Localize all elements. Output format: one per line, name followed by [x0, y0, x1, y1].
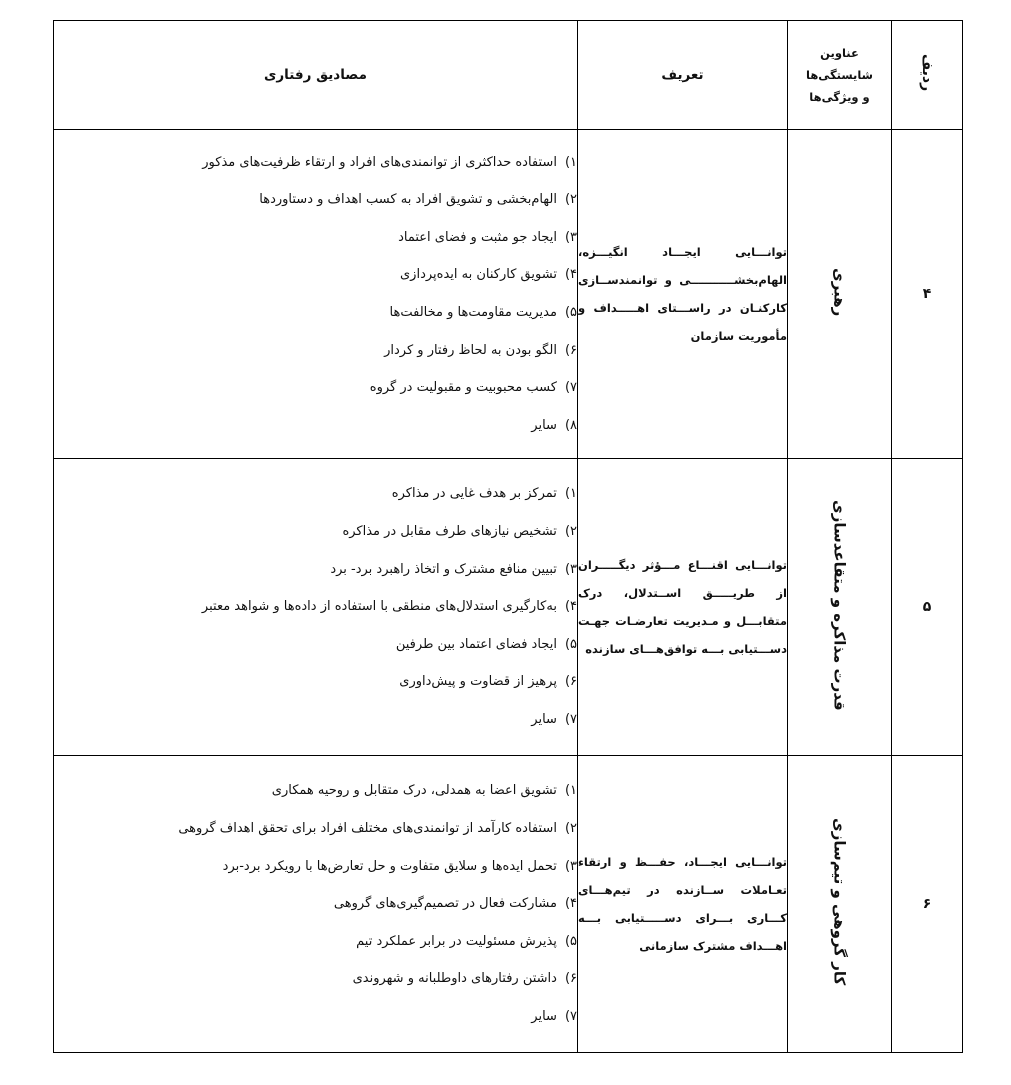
indicator-list	[54, 475, 577, 738]
list-item: ۵)ایجاد فضای اعتماد بین طرفین	[395, 636, 577, 652]
list-item: ۱)تشویق اعضا به همدلی، درک متقابل و روحیه همکاری	[271, 783, 577, 799]
list-item: ۲)تشخیص نیازهای طرف مقابل در مذاکره	[342, 524, 577, 540]
header-title-line: و ویژگی‌ها	[809, 90, 870, 104]
list-item: ۴)تشویق کارکنان به ایده‌پردازی	[400, 267, 577, 283]
row-number: ۴	[892, 130, 963, 459]
list-item: ۴)مشارکت فعال در تصمیم‌گیری‌های گروهی	[333, 896, 577, 912]
header-row	[54, 21, 963, 130]
competency-title: کار گروهی و تیم‌سازی	[788, 756, 892, 1053]
list-item: ۳)تبیین منافع مشترک و اتخاذ راهبرد برد- برد	[330, 561, 577, 577]
list-item: ۳)ایجاد جو مثبت و فضای اعتماد	[398, 229, 577, 245]
table-row	[54, 459, 963, 756]
behavioral-indicators	[54, 459, 578, 756]
list-item: ۵)مدیریت مقاومت‌ها و مخالفت‌ها	[389, 305, 577, 320]
list-item: ۲)الهام‌بخشی و تشویق افراد به کسب اهداف و دستاوردها	[259, 192, 577, 208]
header-behavioral-indicators: مصادیق رفتاری	[54, 21, 578, 130]
indicator-list	[54, 772, 577, 1035]
competency-title: رهبری	[788, 130, 892, 459]
list-item: ۳)تحمل ایده‌ها و سلایق متفاوت و حل تعارض‌ها با رویکرد برد-برد	[222, 858, 577, 874]
list-item: ۱)استفاده حداکثری از توانمندی‌های افراد و ارتقاء ظرفیت‌های مذکور	[202, 154, 577, 170]
competency-definition: توانـــایی ایجـــاد انگیـــزه، الهام‌بخشـــــــــــی و توانمندســازی کارکنـان در راســـتای اهـــــداف و مأموریت سازمان	[578, 130, 788, 459]
competency-definition: توانـــایی ایجـــاد، حفـــظ و ارتقاء تعـاملات ســازنده در تیم‌هـــای کـــاری بـــرای دســـــتیابی بـــه اهـــداف مشترک سازمانی	[578, 756, 788, 1053]
header-definition: تعریف	[578, 21, 788, 130]
list-item: ۶)داشتن رفتارهای داوطلبانه و شهروندی	[352, 971, 577, 987]
header-row-number: ردیف	[892, 21, 963, 130]
list-item: ۶)پرهیز از قضاوت و پیش‌داوری	[399, 674, 577, 690]
list-item: ۱)تمرکز بر هدف غایی در مذاکره	[391, 486, 577, 502]
list-item: ۲)استفاده کارآمد از توانمندی‌های مختلف افراد برای تحقق اهداف گروهی	[178, 821, 577, 837]
table-row	[54, 756, 963, 1053]
row-number: ۵	[892, 459, 963, 756]
competency-title: قدرت مذاکره و متقاعدسازی	[788, 459, 892, 756]
list-item: ۷)سایر	[531, 711, 577, 727]
list-item: ۶)الگو بودن به لحاظ رفتار و کردار	[384, 342, 577, 358]
list-item: ۵)پذیرش مسئولیت در برابر عملکرد تیم	[356, 933, 577, 949]
row-number: ۶	[892, 756, 963, 1053]
list-item: ۴)به‌کارگیری استدلال‌های منطقی با استفاده از داده‌ها و شواهد معتبر	[201, 599, 577, 615]
table-row	[54, 130, 963, 459]
header-title-line: عناوین	[820, 46, 859, 60]
behavioral-indicators	[54, 130, 578, 459]
header-title-line: شایستگی‌ها	[806, 68, 873, 82]
header-competency-title	[788, 21, 892, 130]
competency-definition: توانـــایی اقنـــاع مـــؤثر دیگـــــران از طریـــــق اســتدلال، درک متقابـــل و مـدیریت تعارضـات جهـت دســـتیابی بـــه توافق‌هـــای سازنده	[578, 459, 788, 756]
list-item: ۸)سایر	[531, 417, 577, 433]
indicator-list	[54, 144, 577, 445]
list-item: ۷)کسب محبوبیت و مقبولیت در گروه	[369, 380, 577, 396]
competency-table	[53, 20, 963, 1053]
behavioral-indicators	[54, 756, 578, 1053]
list-item: ۷)سایر	[531, 1008, 577, 1024]
